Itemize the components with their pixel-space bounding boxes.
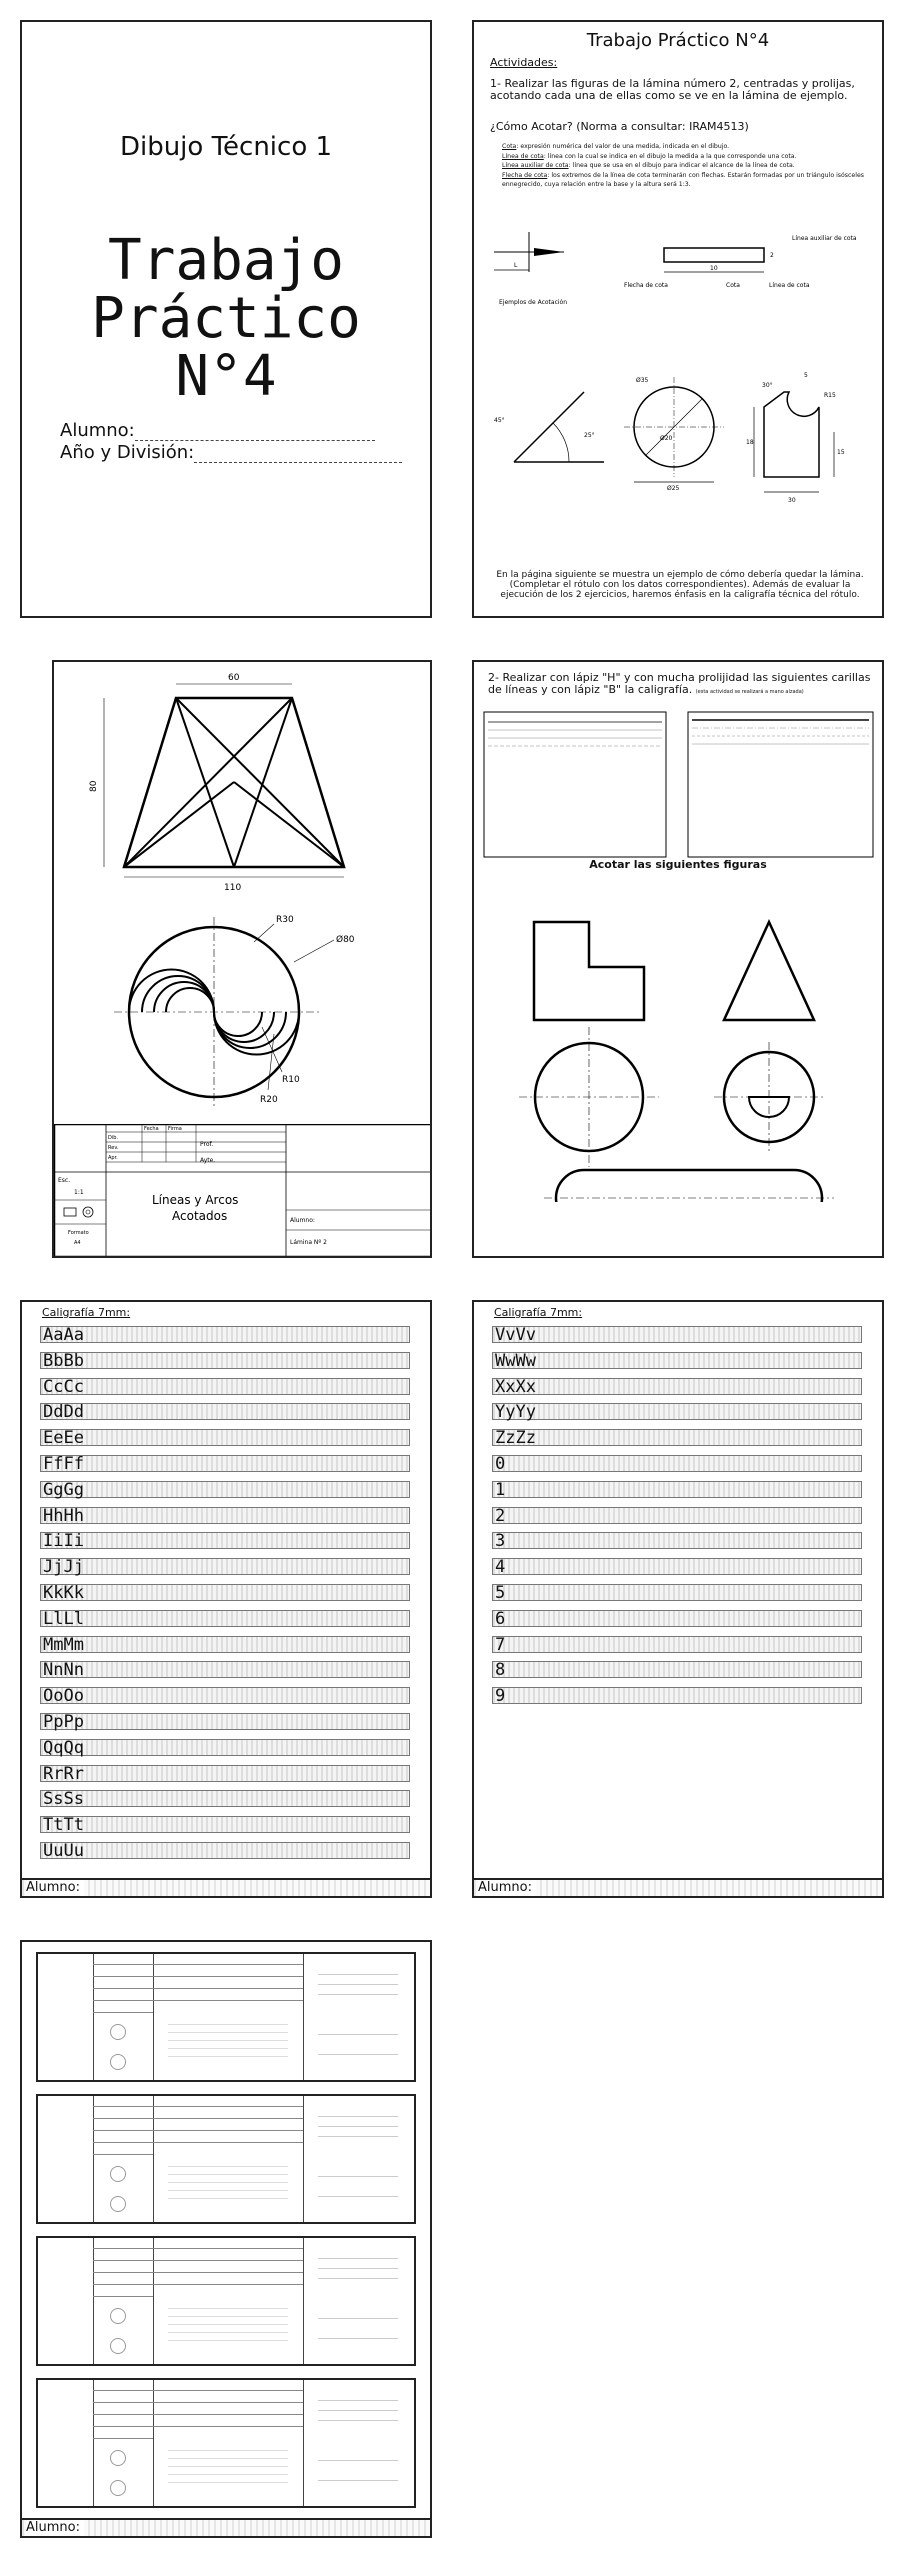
calligraphy-row-text: QqQq	[43, 1737, 84, 1758]
calligraphy-row-text: GgGg	[43, 1479, 84, 1500]
title-block-guide	[318, 2460, 398, 2461]
calligraphy-row	[40, 1402, 410, 1423]
title-block-col	[38, 2380, 94, 2506]
circle-icon	[110, 2338, 126, 2354]
title-block-rule	[93, 2402, 303, 2403]
calligraphy-row-text: CcCc	[43, 1376, 84, 1397]
title-block-guide	[318, 2034, 398, 2035]
dimension-examples-drawing	[474, 192, 884, 572]
title-block-guide	[168, 2198, 288, 2199]
title-block-rule	[93, 2414, 303, 2415]
tb-fecha: Fecha	[144, 1126, 159, 1132]
label-linea: Línea de cota	[769, 282, 810, 289]
title-block-col	[153, 1954, 304, 2080]
calligraphy-row	[492, 1428, 862, 1449]
year-label: Año y División:	[60, 442, 195, 463]
title-block-rule	[93, 1988, 303, 1989]
cover-title-line3: N°4	[175, 344, 277, 409]
tb-ayte: Ayte.	[200, 1157, 216, 1164]
title-block-rule	[93, 2012, 153, 2013]
dim-bottom: 110	[224, 883, 242, 893]
calligraphy-row	[40, 1378, 410, 1395]
lines-and-arcs-drawing	[54, 662, 432, 1122]
calligraphy-row	[40, 1660, 410, 1681]
title-block-guide	[168, 2048, 288, 2049]
dim-30deg: 30°	[762, 382, 773, 389]
label-aux: Línea auxiliar de cota	[792, 235, 857, 242]
calligraphy-row	[40, 1352, 410, 1369]
title-block-rule	[93, 2000, 303, 2001]
year-field	[60, 442, 402, 463]
calligraphy-row-text: FfFf	[43, 1454, 84, 1474]
calligraphy-title: Caligrafía 7mm:	[42, 1306, 131, 1319]
calligraphy-row-text: EeEe	[43, 1428, 84, 1449]
title-block-guide	[168, 2032, 288, 2033]
calligraphy-row-text: RrRr	[43, 1763, 84, 1784]
title-block-rule	[93, 2284, 303, 2285]
title-block-guide	[318, 1994, 398, 1995]
dim-18: 18	[746, 439, 754, 446]
label-cota: Cota	[726, 282, 740, 289]
title-block-col	[153, 2380, 304, 2506]
title-block-col	[153, 2096, 304, 2222]
definitions-list	[502, 142, 872, 190]
title-block-rule	[93, 2142, 303, 2143]
title-blocks-page	[20, 1940, 432, 2538]
calligraphy-row	[492, 1686, 862, 1707]
dim-phi20: Ø20	[660, 435, 673, 442]
tb-lamina: Lámina Nº 2	[290, 1239, 327, 1246]
dim-phi35: Ø35	[636, 377, 649, 384]
calligraphy-row	[492, 1636, 862, 1653]
circle-icon	[110, 2450, 126, 2466]
instructions-page	[472, 20, 884, 618]
title-block-guide	[318, 2116, 398, 2117]
calligraphy-row	[40, 1455, 410, 1472]
title-block-guide	[318, 2268, 398, 2269]
calligraphy-row	[40, 1815, 410, 1836]
calligraphy-row	[40, 1686, 410, 1707]
tb-formato: Formato	[68, 1230, 89, 1236]
exercise-2-drawing	[474, 702, 884, 1202]
instructions-title: Trabajo Práctico N°4	[586, 30, 770, 51]
title-block-col	[153, 2238, 304, 2364]
dim-L: L	[514, 262, 518, 269]
title-block-guide	[168, 2466, 288, 2467]
student-field	[60, 420, 375, 441]
title-block-guide	[168, 2182, 288, 2183]
calligraphy-row-text: HhHh	[43, 1505, 84, 1526]
dim-top: 60	[228, 673, 240, 683]
blank-title-block	[36, 2094, 416, 2224]
tb-alumno: Alumno:	[290, 1217, 315, 1224]
calligraphy-row	[492, 1557, 862, 1578]
exercise-2-page	[472, 660, 884, 1258]
title-block-guide	[318, 2054, 398, 2055]
calligraphy-row-text: 7	[495, 1634, 506, 1655]
title-block-guide	[318, 2338, 398, 2339]
tb-esc: Esc.	[58, 1177, 71, 1184]
calligraphy-row-text: BbBb	[43, 1350, 84, 1371]
calligraphy-row-text: YyYy	[495, 1402, 536, 1423]
dim-10: 10	[710, 265, 718, 272]
calligraphy-row-text: 2	[495, 1505, 506, 1526]
calligraphy-row	[40, 1326, 410, 1343]
title-block-guide	[168, 2450, 288, 2451]
dim-r30: R30	[276, 915, 294, 925]
calligraphy-row-text: WwWw	[495, 1350, 536, 1371]
circle-icon	[110, 2054, 126, 2070]
title-block-guide	[168, 2324, 288, 2325]
title-block-guide	[318, 1974, 398, 1975]
title-block-guide	[168, 2340, 288, 2341]
calligraphy-row-text: DdDd	[43, 1402, 84, 1423]
calligraphy-row-text: IiIi	[43, 1531, 84, 1552]
dim-15: 15	[837, 449, 845, 456]
dim-2: 2	[770, 252, 774, 259]
dim-r20: R20	[260, 1095, 278, 1105]
calligraphy-row	[40, 1531, 410, 1552]
title-block-guide	[318, 2258, 398, 2259]
calligraphy-row-text: 5	[495, 1583, 506, 1603]
title-block-guide	[168, 2316, 288, 2317]
cover-title-line2: Práctico	[91, 286, 361, 351]
title-block-guide	[168, 2308, 288, 2309]
calligraphy-row-text: ZzZz	[495, 1428, 536, 1449]
calligraphy-row-text: JjJj	[43, 1557, 84, 1578]
blank-title-block	[36, 1952, 416, 2082]
student-dotted-line	[135, 440, 375, 441]
calligraphy-row	[492, 1507, 862, 1524]
title-block-guide	[168, 2040, 288, 2041]
title-block-guide	[318, 2420, 398, 2421]
calligraphy-row	[40, 1842, 410, 1859]
title-block-guide	[318, 1984, 398, 1985]
calligraphy-row	[492, 1378, 862, 1395]
title-block-rule	[93, 2438, 153, 2439]
dimension-figures-subtitle: Acotar las siguientes figuras	[589, 858, 767, 871]
title-block-guide	[168, 2482, 288, 2483]
title-block-guide	[168, 2474, 288, 2475]
blank-title-block	[36, 2378, 416, 2508]
dim-5: 5	[804, 372, 808, 379]
tb-esc-val: 1:1	[74, 1189, 84, 1196]
cover-title	[22, 228, 430, 409]
calligraphy-row-text: PpPp	[43, 1712, 84, 1732]
calligraphy-row-text: 3	[495, 1531, 506, 1552]
circle-icon	[110, 2480, 126, 2496]
calligraphy-row	[492, 1352, 862, 1369]
title-block-rule	[93, 2130, 303, 2131]
title-block-rule	[93, 2390, 303, 2391]
blank-title-block	[36, 2236, 416, 2366]
calligraphy-row-text: 1	[495, 1479, 506, 1500]
title-block-col	[38, 2238, 94, 2364]
title-block-guide	[168, 2190, 288, 2191]
circle-icon	[110, 2024, 126, 2040]
title-block-guide	[168, 2166, 288, 2167]
calligraphy-row	[40, 1789, 410, 1810]
tb-apr: Apr.	[108, 1155, 118, 1161]
instructions-footer: En la página siguiente se muestra un ejemplo de cómo debería quedar la lámina. (Completar el rótulo con los datos correspondientes). Además de evaluar la ejecución de los 2 ejercicios, haremos énfasis en la caligrafía técnica del rótulo.	[496, 570, 864, 600]
dim-45deg: 45°	[494, 417, 505, 424]
title-block-guide	[318, 2278, 398, 2279]
calligraphy-row-text: LlLl	[43, 1608, 84, 1629]
label-ejemplos: Ejemplos de Acotación	[499, 299, 568, 306]
calligraphy-row	[492, 1610, 862, 1627]
tb-dib: Dib.	[108, 1135, 119, 1141]
calligraphy-page-1	[20, 1300, 432, 1898]
title-block-guide	[318, 2126, 398, 2127]
title-block-guide	[318, 2136, 398, 2137]
calligraphy-row	[40, 1557, 410, 1578]
title-block-rule	[93, 2106, 303, 2107]
calligraphy-row-text: AaAa	[43, 1325, 84, 1345]
calligraphy-row	[492, 1584, 862, 1601]
calligraphy-row-text: 8	[495, 1660, 506, 1681]
student-label: Alumno:	[26, 2520, 84, 2536]
title-block-rule	[93, 2154, 153, 2155]
title-block-guide	[168, 2056, 288, 2057]
tb-prof: Prof.	[200, 1141, 214, 1148]
title-block-rule	[93, 2248, 303, 2249]
label-flecha: Flecha de cota	[624, 282, 668, 289]
calligraphy-row	[40, 1739, 410, 1756]
subject-title: Dibujo Técnico 1	[119, 132, 333, 162]
cover-page	[20, 20, 432, 618]
calligraphy-row	[40, 1713, 410, 1730]
title-block-guide	[318, 2318, 398, 2319]
calligraphy-title: Caligrafía 7mm:	[494, 1306, 583, 1319]
tb-formato-val: A4	[74, 1240, 81, 1246]
dim-30: 30	[788, 497, 796, 504]
circle-icon	[110, 2308, 126, 2324]
calligraphy-row-text: 4	[495, 1557, 506, 1578]
title-block	[54, 1124, 432, 1258]
calligraphy-row	[492, 1660, 862, 1681]
calligraphy-row-text: 9	[495, 1686, 506, 1707]
title-block-guide	[318, 2196, 398, 2197]
tb-title1: Líneas y Arcos	[152, 1193, 239, 1207]
calligraphy-row-text: XxXx	[495, 1376, 536, 1397]
dim-r10: R10	[282, 1075, 300, 1085]
student-bar	[474, 1878, 882, 1896]
tb-firma: Firma	[168, 1126, 182, 1132]
title-block-rule	[93, 2426, 303, 2427]
tb-rev: Rev.	[108, 1145, 119, 1151]
calligraphy-row	[492, 1402, 862, 1423]
activity-1-text: 1- Realizar las figuras de la lámina número 2, centradas y prolijas, acotando cada una de ellas como se ve en la lámina de ejemplo.	[490, 77, 855, 102]
calligraphy-row	[40, 1428, 410, 1449]
student-label: Alumno:	[478, 1880, 536, 1896]
activities-heading: Actividades:	[490, 56, 558, 69]
calligraphy-row-text: UuUu	[43, 1841, 84, 1861]
title-block-rule	[93, 2296, 153, 2297]
title-block-guide	[168, 2024, 288, 2025]
title-block-guide	[168, 2332, 288, 2333]
calligraphy-row	[40, 1765, 410, 1782]
circle-icon	[110, 2166, 126, 2182]
dim-r15: R15	[824, 392, 836, 399]
calligraphy-row-text: MmMm	[43, 1634, 84, 1655]
calligraphy-row	[492, 1481, 862, 1498]
calligraphy-page-2	[472, 1300, 884, 1898]
student-label: Alumno:	[26, 1880, 84, 1896]
exercise-2-heading: 2- Realizar con lápiz "H" y con mucha prolijidad las siguientes carillas de líneas y con lápiz "B" la caligrafía. (esta actividad se realizará a mano alzada)	[488, 671, 871, 696]
title-block-rule	[93, 2272, 303, 2273]
title-block-guide	[318, 2176, 398, 2177]
dim-25deg: 25°	[584, 432, 595, 439]
calligraphy-row-text: 0	[495, 1454, 506, 1474]
title-block-rule	[93, 1964, 303, 1965]
calligraphy-row	[492, 1455, 862, 1472]
title-block-guide	[318, 2400, 398, 2401]
calligraphy-row-text: 6	[495, 1608, 506, 1629]
def-cota: Cota: expresión numérica del valor de una medida, indicada en el dibujo.	[502, 143, 730, 150]
dim-phi25: Ø25	[667, 485, 680, 492]
calligraphy-row	[40, 1636, 410, 1653]
calligraphy-row-text: NnNn	[43, 1660, 84, 1681]
def-aux: Línea auxiliar de cota: línea que se usa en el dibujo para indicar el alcance de la línea de cota.	[502, 162, 795, 169]
title-block-rule	[93, 2118, 303, 2119]
calligraphy-row-text: KkKk	[43, 1583, 84, 1603]
tb-title2: Acotados	[172, 1209, 228, 1223]
title-block-guide	[318, 2480, 398, 2481]
def-linea: Línea de cota: línea con la cual se indica en el dibujo la medida a la que corresponde una cota.	[502, 152, 797, 160]
title-block-guide	[168, 2458, 288, 2459]
title-block-col	[38, 2096, 94, 2222]
calligraphy-row	[40, 1481, 410, 1498]
calligraphy-row-text: SsSs	[43, 1789, 84, 1810]
how-to-dimension-question: ¿Cómo Acotar? (Norma a consultar: IRAM4513)	[490, 120, 749, 133]
calligraphy-row	[492, 1531, 862, 1552]
title-block-rule	[93, 1976, 303, 1977]
student-bar	[22, 1878, 430, 1896]
year-dotted-line	[194, 462, 402, 463]
circle-icon	[110, 2196, 126, 2212]
student-label: Alumno:	[60, 420, 135, 441]
def-flecha: Flecha de cota: los extremos de la línea de cota terminarán con flechas. Estarán formadas por un triángulo isósceles ennegrecido, cuya relación entre la base y la altura será 1:3.	[502, 171, 864, 188]
title-block-col	[38, 1954, 94, 2080]
dim-side: 80	[89, 780, 99, 792]
title-block-rule	[93, 2260, 303, 2261]
calligraphy-row	[40, 1610, 410, 1627]
calligraphy-row-text: VvVv	[495, 1325, 536, 1345]
calligraphy-row-text: TtTt	[43, 1815, 84, 1836]
calligraphy-row-text: OoOo	[43, 1686, 84, 1707]
calligraphy-row	[40, 1507, 410, 1524]
calligraphy-row	[40, 1584, 410, 1601]
cover-title-line1: Trabajo	[107, 228, 344, 293]
dim-phi80: Ø80	[336, 935, 355, 945]
title-block-guide	[318, 2410, 398, 2411]
student-bar	[22, 2518, 430, 2536]
title-block-guide	[168, 2174, 288, 2175]
calligraphy-row	[492, 1326, 862, 1343]
example-sheet-page	[52, 660, 432, 1258]
